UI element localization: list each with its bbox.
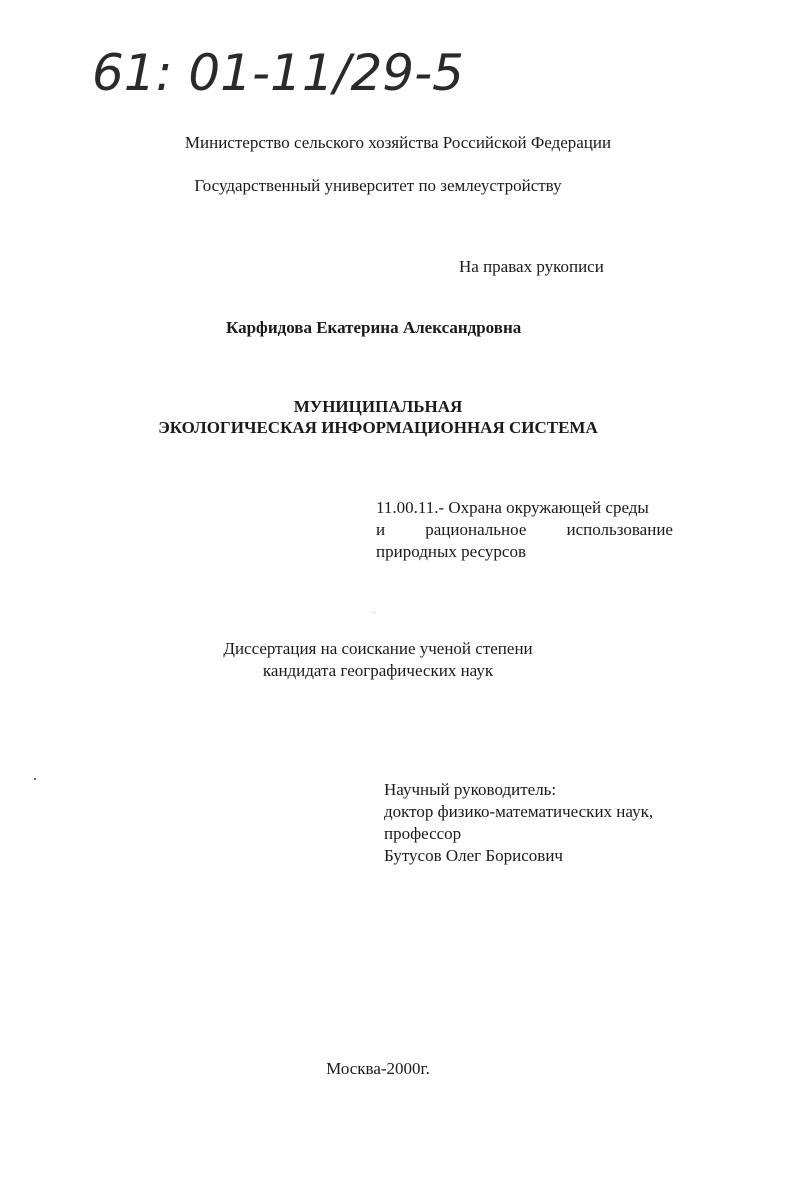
specialty-block (376, 497, 673, 563)
title-line-1: МУНИЦИПАЛЬНАЯ (293, 397, 463, 416)
supervisor-label: Научный руководитель: (384, 780, 557, 799)
supervisor-degree: доктор физико-математических наук, (384, 802, 654, 821)
manuscript-rights-note: На правах рукописи (459, 257, 604, 276)
specialty-word-2: рациональное (425, 520, 527, 539)
university-heading: Государственный университет по землеустройству (194, 176, 562, 195)
specialty-line-2 (376, 519, 673, 541)
specialty-line-3: природных ресурсов (376, 542, 526, 561)
supervisor-block (384, 779, 653, 867)
dissertation-title (0, 396, 756, 438)
handwritten-code-graphic (88, 36, 488, 106)
handwritten-code-text: 61: 01-11/29-5 (92, 44, 464, 102)
supervisor-name: Бутусов Олег Борисович (384, 846, 563, 865)
specialty-word-3: использование (566, 520, 673, 539)
ministry-heading: Министерство сельского хозяйства Российской Федерации (184, 133, 612, 152)
scan-speck (374, 612, 375, 613)
specialty-code-line: 11.00.11.- Охрана окружающей среды (376, 498, 649, 517)
author-name: Карфидова Екатерина Александровна (226, 318, 522, 337)
degree-statement (0, 638, 756, 682)
handwritten-archive-code (88, 36, 488, 106)
degree-line-1: Диссертация на соискание ученой степени (223, 639, 533, 658)
title-line-2: ЭКОЛОГИЧЕСКАЯ ИНФОРМАЦИОННАЯ СИСТЕМА (158, 418, 598, 437)
scan-speck (34, 778, 36, 780)
city-year: Москва-2000г. (326, 1059, 430, 1078)
degree-line-2: кандидата географических наук (262, 661, 494, 680)
supervisor-rank: профессор (384, 824, 462, 843)
specialty-word-1: и (376, 520, 386, 539)
